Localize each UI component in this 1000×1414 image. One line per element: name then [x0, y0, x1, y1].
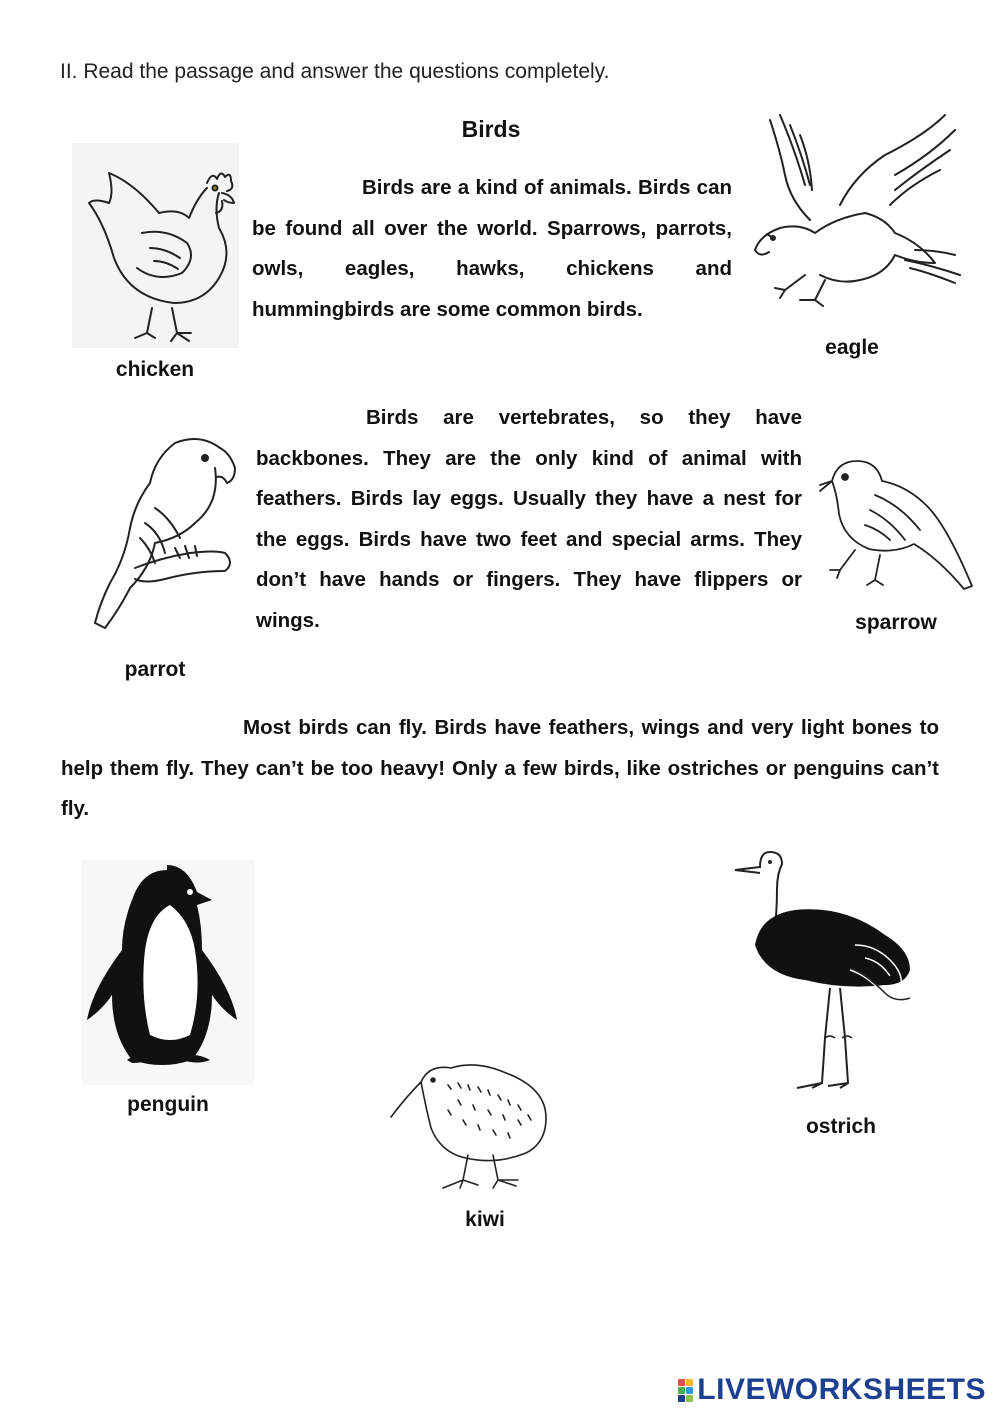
chicken-caption: chicken [115, 358, 195, 381]
paragraph-1-text: Birds are a kind of animals. Birds can be found all over the world. Sparrows, parrots, owls, eagles, hawks, chickens and hummingbirds are some common birds. [252, 176, 732, 321]
penguin-image [82, 860, 254, 1085]
paragraph-1 [252, 168, 732, 330]
parrot-image [80, 428, 240, 643]
passage-title: Birds [461, 116, 521, 142]
chicken-image [72, 143, 239, 348]
eagle-image [745, 110, 965, 315]
liveworksheets-logo-text: LIVEWORKSHEETS [697, 1373, 986, 1406]
liveworksheets-logo-icon [678, 1379, 693, 1402]
paragraph-3-text: Most birds can fly. Birds have feathers, wings and very light bones to help them fly. They can’t be too heavy! Only a few birds, like ostriches or penguins can’t fly. [61, 716, 939, 820]
ostrich-caption: ostrich [805, 1115, 876, 1138]
liveworksheets-logo [678, 1373, 986, 1407]
parrot-caption: parrot [124, 658, 186, 681]
kiwi-image [388, 1055, 553, 1195]
instruction-text: II. Read the passage and answer the questions completely. [60, 60, 610, 83]
paragraph-2-text: Birds are vertebrates, so they have backbones. They are the only kind of animal with feathers. Birds lay eggs. Usually they have a nest for the eggs. Birds have two feet and special arms. They don’t have hands or fingers. They have flippers or wings. [256, 406, 802, 632]
penguin-caption: penguin [127, 1093, 209, 1116]
ostrich-image [730, 850, 920, 1095]
sparrow-caption: sparrow [855, 611, 937, 634]
paragraph-2 [256, 398, 802, 641]
sparrow-image [815, 455, 975, 595]
paragraph-3 [61, 708, 939, 830]
kiwi-caption: kiwi [465, 1208, 505, 1231]
eagle-caption: eagle [825, 336, 879, 359]
